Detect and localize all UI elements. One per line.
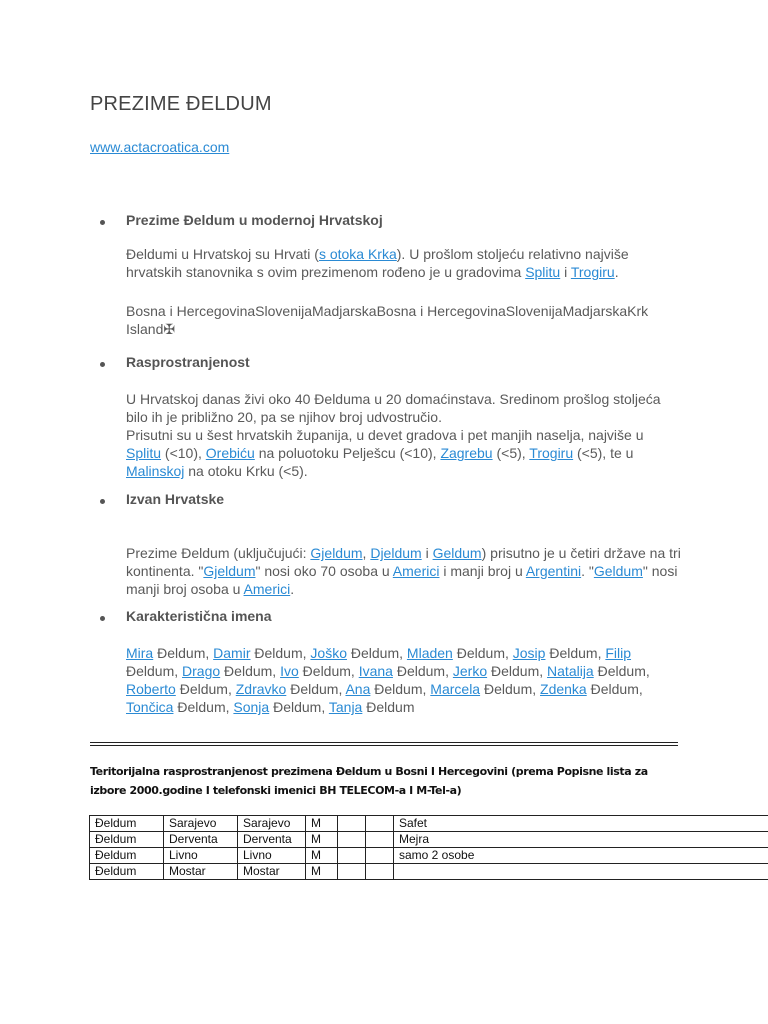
text-run: Đeldum, xyxy=(480,681,541,697)
table-cell xyxy=(338,864,366,880)
population-table xyxy=(89,815,768,880)
table-cell: Mejra xyxy=(394,832,768,848)
text-run: Đeldum, xyxy=(286,681,346,697)
section-title: Izvan Hrvatske xyxy=(126,491,225,507)
text-run: ) prisutno je u četiri države na tri kontinenta. " xyxy=(126,545,681,579)
text-run: Đeldum, xyxy=(175,681,236,697)
text-run: . xyxy=(290,581,295,597)
table-cell: Livno xyxy=(164,848,238,864)
text-run: Đeldum, xyxy=(250,645,311,661)
site-link[interactable]: www.actacroatica.com xyxy=(90,139,230,155)
inline-link[interactable]: Gjeldum xyxy=(310,545,363,561)
text-run: ). U prošlom stoljeću relativno najviše hrvatskih stanovnika s ovim prezimenom rođeno je u gradovima xyxy=(126,246,629,280)
inline-link[interactable]: Sonja xyxy=(233,699,270,715)
text-run: Đeldum, xyxy=(586,681,643,697)
inline-link[interactable]: Damir xyxy=(213,645,251,661)
table-cell xyxy=(394,864,768,880)
section-paragraph xyxy=(126,245,682,281)
inline-link[interactable]: Filip xyxy=(605,645,632,661)
section-title: Prezime Đeldum u modernoj Hrvatskoj xyxy=(126,212,383,228)
text-run: U Hrvatskoj danas živi oko 40 Đelduma u 20 domaćinstava. Sredinom prošlog stoljeća bilo ih je približno 20, pa se njihov broj udvostručio. xyxy=(126,391,661,425)
inline-link[interactable]: Natalija xyxy=(547,663,594,679)
text-run: Đeldum, xyxy=(153,645,214,661)
bullet-icon xyxy=(100,220,105,225)
section-title: Rasprostranjenost xyxy=(126,354,250,370)
table-cell: Mostar xyxy=(238,864,306,880)
table-cell: Derventa xyxy=(238,832,306,848)
table-cell: Đeldum xyxy=(90,864,164,880)
inline-link[interactable]: Josip xyxy=(512,645,546,661)
table-cell xyxy=(338,848,366,864)
text-run: Đeldum, xyxy=(126,663,183,679)
table-cell: Đeldum xyxy=(90,848,164,864)
text-run: " nosi oko 70 osoba u xyxy=(255,563,393,579)
table-cell xyxy=(366,848,394,864)
text-run: Đeldum, xyxy=(593,663,650,679)
section-paragraph xyxy=(126,644,682,716)
text-run: Đeldum, xyxy=(220,663,281,679)
text-run: Đeldum, xyxy=(370,681,431,697)
inline-link[interactable]: Geldum xyxy=(432,545,482,561)
table-cell: M xyxy=(306,832,338,848)
table-cell: Livno xyxy=(238,848,306,864)
inline-link[interactable]: s otoka Krka xyxy=(318,246,397,262)
table-caption: Teritorijalna rasprostranjenost prezimena Đeldum u Bosni I Hercegovini (prema Popisne lista za izbore 2000.godine I telefonski imenici BH TELECOM-a I M-Tel-a) xyxy=(90,765,648,797)
bullet-icon xyxy=(100,499,105,504)
text-run: Đeldum, xyxy=(392,663,453,679)
text-run: Prisutni su u šest hrvatskih županija, u devet gradova i pet manjih naselja, najviše u xyxy=(126,427,644,443)
table-cell: M xyxy=(306,848,338,864)
text-run: i manji broj u xyxy=(439,563,526,579)
section-paragraph xyxy=(126,390,682,480)
section-title: Karakteristična imena xyxy=(126,608,272,624)
text-run: (<5), te u xyxy=(573,445,634,461)
table-row xyxy=(90,864,768,880)
section-paragraph-countries: Bosna i HercegovinaSlovenijaMadjarskaBosna i HercegovinaSlovenijaMadjarskaKrk Island✠ xyxy=(126,303,649,337)
inline-link[interactable]: Zdravko xyxy=(235,681,287,697)
table-cell: Sarajevo xyxy=(164,816,238,832)
table-cell: Safet xyxy=(394,816,768,832)
inline-link[interactable]: Tončica xyxy=(126,699,174,715)
inline-link[interactable]: Trogiru xyxy=(570,264,615,280)
inline-link[interactable]: Americi xyxy=(243,581,291,597)
table-cell: samo 2 osobe xyxy=(394,848,768,864)
text-run: (<10), xyxy=(161,445,206,461)
table-cell: Đeldum xyxy=(90,832,164,848)
inline-link[interactable]: Splitu xyxy=(525,264,561,280)
text-run: Đeldum, xyxy=(487,663,548,679)
inline-link[interactable]: Argentini xyxy=(525,563,582,579)
page-title: PREZIME ĐELDUM xyxy=(90,93,272,115)
inline-link[interactable]: Tanja xyxy=(328,699,363,715)
table-cell xyxy=(338,832,366,848)
text-run: Đeldum xyxy=(362,699,415,715)
inline-link[interactable]: Joško xyxy=(310,645,347,661)
text-run: (<5), xyxy=(492,445,530,461)
text-run: na otoku Krku (<5). xyxy=(184,463,308,479)
inline-link[interactable]: Orebiću xyxy=(205,445,255,461)
table-row xyxy=(90,816,768,832)
inline-link[interactable]: Roberto xyxy=(126,681,176,697)
inline-link[interactable]: Zdenka xyxy=(540,681,587,697)
text-run: Đeldumi u Hrvatskoj su Hrvati ( xyxy=(126,246,319,262)
table-cell: Đeldum xyxy=(90,816,164,832)
bullet-icon xyxy=(100,616,105,621)
text-run: i xyxy=(421,545,433,561)
table-row xyxy=(90,832,768,848)
table-cell xyxy=(366,816,394,832)
inline-link[interactable]: Mira xyxy=(126,645,154,661)
text-run: Đeldum, xyxy=(452,645,513,661)
text-run: , xyxy=(362,545,371,561)
table-cell xyxy=(366,864,394,880)
inline-link[interactable]: Americi xyxy=(392,563,440,579)
inline-link[interactable]: Ivana xyxy=(358,663,393,679)
table-cell: M xyxy=(306,816,338,832)
inline-link[interactable]: Ana xyxy=(345,681,371,697)
divider-line xyxy=(90,745,678,746)
table-cell: Sarajevo xyxy=(238,816,306,832)
table-cell: M xyxy=(306,864,338,880)
inline-link[interactable]: Drago xyxy=(182,663,221,679)
text-run: Đeldum, xyxy=(269,699,329,715)
table-cell xyxy=(366,832,394,848)
text-run: Đeldum, xyxy=(347,645,407,661)
text-run: . " xyxy=(581,563,594,579)
section-paragraph xyxy=(126,544,682,598)
inline-link[interactable]: Gjeldum xyxy=(203,563,256,579)
text-run: " nosi manji broj osoba u xyxy=(126,563,678,597)
inline-link[interactable]: Marcela xyxy=(430,681,481,697)
inline-link[interactable]: Malinskoj xyxy=(126,463,185,479)
inline-link[interactable]: Geldum xyxy=(593,563,643,579)
divider-line xyxy=(90,742,678,743)
text-run: Đeldum, xyxy=(298,663,359,679)
table-row xyxy=(90,848,768,864)
bullet-icon xyxy=(100,362,105,367)
text-run: . xyxy=(614,264,619,280)
table-cell: Mostar xyxy=(164,864,238,880)
text-run: Đeldum, xyxy=(173,699,234,715)
inline-link[interactable]: Splitu xyxy=(126,445,162,461)
text-run: i xyxy=(560,264,571,280)
text-run: Đeldum, xyxy=(545,645,606,661)
inline-link[interactable]: Ivo xyxy=(280,663,299,679)
inline-link[interactable]: Zagrebu xyxy=(440,445,493,461)
text-run: Prezime Đeldum (uključujući: xyxy=(126,545,311,561)
inline-link[interactable]: Trogiru xyxy=(529,445,574,461)
table-cell: Derventa xyxy=(164,832,238,848)
inline-link[interactable]: Mladen xyxy=(406,645,453,661)
inline-link[interactable]: Jerko xyxy=(452,663,488,679)
table-cell xyxy=(338,816,366,832)
text-run: na poluotoku Pelješcu (<10), xyxy=(254,445,441,461)
inline-link[interactable]: Djeldum xyxy=(370,545,422,561)
